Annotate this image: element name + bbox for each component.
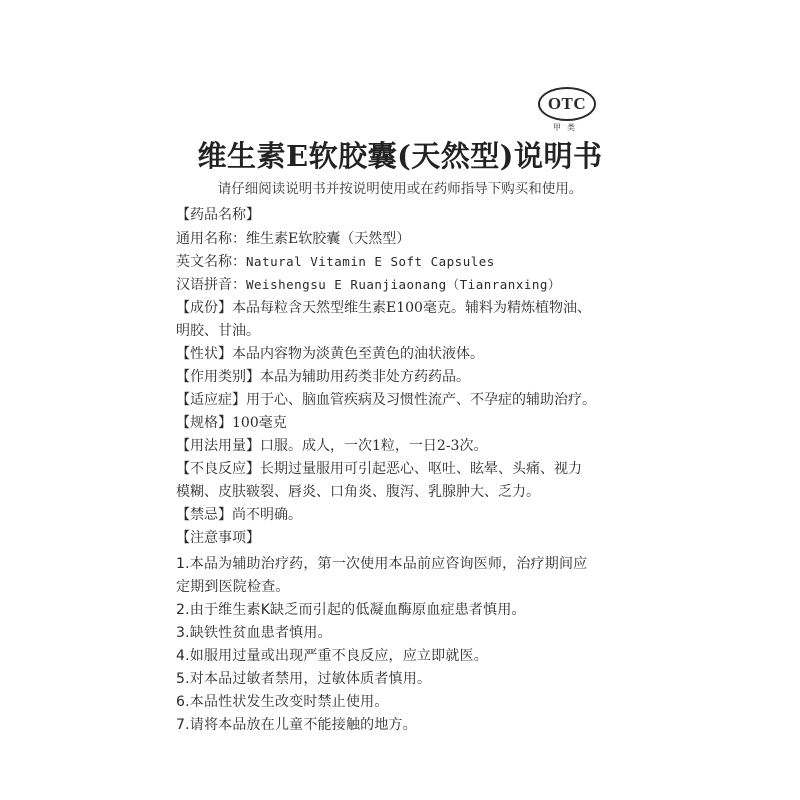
- specification-text: 100毫克: [232, 415, 287, 431]
- category-text: 本品为辅助用药类非处方药药品。: [260, 369, 470, 385]
- precaution-item: 定期到医院检查。: [176, 579, 290, 595]
- contraindications-text: 尚不明确。: [232, 507, 302, 523]
- otc-logo: [538, 87, 596, 133]
- generic-name-value: 维生素E软胶囊（天然型）: [246, 231, 411, 247]
- precautions-heading: 【注意事项】: [176, 530, 260, 546]
- indications-line: [176, 389, 596, 411]
- description-line: [176, 343, 484, 365]
- otc-logo-oval: OTC: [538, 87, 596, 121]
- category-line: [176, 366, 470, 388]
- indications-text: 用于心、脑血管疾病及习惯性流产、不孕症的辅助治疗。: [246, 392, 596, 408]
- category-heading: 【作用类别】: [176, 369, 260, 385]
- indications-heading: 【适应症】: [176, 392, 246, 408]
- precaution-item: 6.本品性状发生改变时禁止使用。: [176, 694, 389, 710]
- contraindications-line: [176, 504, 302, 526]
- adverse-reactions-line-2: 模糊、皮肤皲裂、唇炎、口角炎、腹泻、乳腺肿大、乏力。: [176, 484, 540, 500]
- specification-line: [176, 412, 287, 434]
- pinyin-value: Weishengsu E Ruanjiaonang（Tianranxing）: [246, 277, 561, 292]
- composition-line-2: 明胶、甘油。: [176, 323, 260, 339]
- specification-heading: 【规格】: [176, 415, 232, 431]
- document-title: 维生素E软胶囊(天然型)说明书: [197, 139, 603, 173]
- composition-line-1: [176, 297, 591, 319]
- pinyin-line: [176, 274, 561, 296]
- composition-text-1: 本品每粒含天然型维生素E100毫克。辅料为精炼植物油、: [232, 300, 591, 316]
- precaution-item: 5.对本品过敏者禁用，过敏体质者慎用。: [176, 671, 432, 687]
- pinyin-label: 汉语拼音：: [176, 277, 246, 293]
- contraindications-heading: 【禁忌】: [176, 507, 232, 523]
- precaution-item: 7.请将本品放在儿童不能接触的地方。: [176, 717, 417, 733]
- drug-name-heading: 【药品名称】: [176, 207, 260, 223]
- document-subtitle: 请仔细阅读说明书并按说明使用或在药师指导下购买和使用。: [217, 181, 583, 197]
- description-text: 本品内容物为淡黄色至黄色的油状液体。: [232, 346, 484, 362]
- precaution-item: 2.由于维生素K缺乏而引起的低凝血酶原血症患者慎用。: [176, 602, 526, 618]
- dosage-text: 口服。成人，一次1粒，一日2-3次。: [260, 438, 488, 454]
- precaution-item: 3.缺铁性贫血患者慎用。: [176, 625, 332, 641]
- english-name-line: [176, 251, 495, 273]
- dosage-heading: 【用法用量】: [176, 438, 260, 454]
- dosage-line: [176, 435, 487, 457]
- precaution-item: 4.如服用过量或出现严重不良反应，应立即就医。: [176, 648, 488, 664]
- english-name-label: 英文名称：: [176, 254, 246, 270]
- adverse-reactions-text-1: 长期过量服用可引起恶心、呕吐、眩晕、头痛、视力: [260, 461, 582, 477]
- adverse-reactions-line-1: [176, 458, 582, 480]
- description-heading: 【性状】: [176, 346, 232, 362]
- english-name-value: Natural Vitamin E Soft Capsules: [246, 254, 495, 269]
- precaution-item: 1.本品为辅助治疗药，第一次使用本品前应咨询医师，治疗期间应: [176, 556, 588, 572]
- generic-name-label: 通用名称：: [176, 231, 246, 247]
- adverse-reactions-heading: 【不良反应】: [176, 461, 260, 477]
- otc-category-label: 甲类: [553, 123, 581, 132]
- generic-name-line: [176, 228, 410, 250]
- composition-heading: 【成份】: [176, 300, 232, 316]
